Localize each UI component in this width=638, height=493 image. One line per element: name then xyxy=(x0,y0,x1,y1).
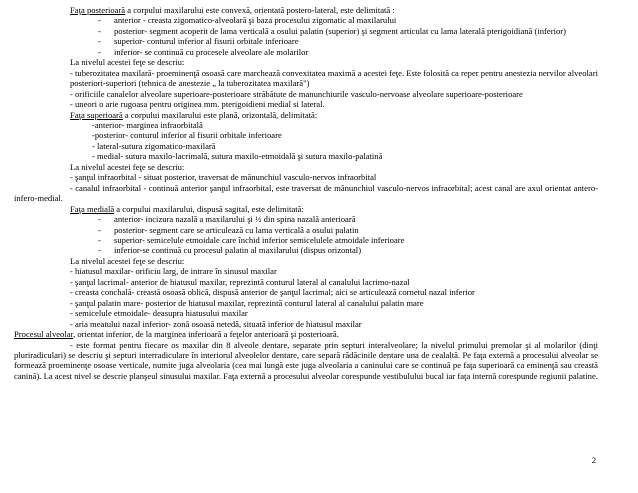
list-item: - inferior-se continuă cu procesul palatin al maxilarului (dispus orizontal) xyxy=(98,245,362,256)
posterior-face-title: Faţa posterioară xyxy=(70,5,126,15)
superior-face-title: Faţa superioară xyxy=(70,109,123,120)
list-item: - superior- semicelule etmoidale care închid inferior semicelulele atmoidale inferioare xyxy=(98,234,405,245)
list-item: - medial- sutura maxilo-lacrimală, sutura maxilo-etmoidală şi sutura maxilo-palatină xyxy=(92,151,383,162)
list-item: -posterior- conturul inferior al fisurii orbitale inferioare xyxy=(92,130,282,141)
alveolar-process-heading: Procesul alveolar, orientat inferior, de la marginea inferioară a feţelor anterioară şi posterioară. xyxy=(14,329,339,340)
list-item: - canalul infraorbital - continuă anterior şanţul infraorbital, este traversat de mănunchiul vasculo-nervos infraorbital; acest canal are axul orientat antero-infero-medial. xyxy=(14,182,598,204)
list-item: - posterior- segment acoperit de lama verticală a osului palatin (superior) şi segment articulat cu lama laterală pterigoidiană (inferior) xyxy=(98,25,567,36)
list-item: - anterior - creasta zigomatico-alveolară şi baza procesului zigomatic al maxilarului xyxy=(98,15,397,26)
section-describe-label: La nivelul acestei feţe se descriu: xyxy=(70,255,185,266)
list-item: - lateral-sutura zigomatico-maxilară xyxy=(92,140,216,151)
list-item: - inferior- se continuă cu procesele alveolare ale molarilor xyxy=(98,46,309,57)
medial-face-heading: Faţa medială a corpului maxilarului, dispusă sagital, este delimitată: xyxy=(70,203,304,214)
medial-face-title: Faţa medială xyxy=(70,203,115,214)
list-item: - anterior- incizura nazală a maxilarului şi ½ din spina nazală anterioară xyxy=(98,214,356,225)
alveolar-paragraph: - este format pentru fiecare os maxilar din 8 alveole dentare, separate prin septuri interalveolare; la nivelul primului premolar şi al molarilor (dinţi pluriradiculari) se descriu şi septuri interradiculare în interiorul alveolelor dentare, care separă rădăcinile dentare una de cealaltă. Pe faţa externă a procesului alveolar se formează proeminenţe osoase verticale, numite juga alveolaria (cea mai lungă este juga alveolaria a caninului care se continuă pe faţa superioară ca eminenţă sau creastă canină). La acest nivel se descrie planşeul sinusului maxilar. Faţa externă a procesului alveolar corespunde vestibulului bucal iar faţa internă corespunde regiunii palatine. xyxy=(14,339,598,381)
posterior-face-heading: Faţa posterioară a corpului maxilarului este convexă, orientată postero-lateral, este delimitată : xyxy=(70,5,395,15)
list-item: - hiatusul maxilar- orificiu larg, de intrare în sinusul maxilar xyxy=(70,266,277,277)
list-item: -anterior- marginea infraorbitală xyxy=(92,119,203,130)
list-item: - orificiile canalelor alveolare superioare-posterioare străbătute de manunchiurile vasculo-nervoase alveolare superioare-posterioare xyxy=(70,88,523,99)
superior-face-heading: Faţa superioară a corpului maxilarului este plană, orizontală, delimitată: xyxy=(70,109,318,120)
section-describe-label: La nivelul acestei feţe se descriu: xyxy=(70,161,185,172)
list-item: - superior- conturul inferior al fisurii orbitale inferioare xyxy=(98,36,299,47)
list-item: - şanţul infraorbital - situat posterior, traversat de mănunchiul vasculo-nervos infraorbital xyxy=(70,172,377,183)
list-item: - şanţul palatin mare- posterior de hiatusul maxilar, reprezintă conturul lateral al canalului palatin mare xyxy=(70,297,424,308)
list-item: - aria meatului nazal inferior- zonă osoasă netedă, situată inferior de hiatusul maxilar xyxy=(70,318,362,329)
section-describe-label: La nivelul acestei feţe se descriu: xyxy=(70,57,185,68)
list-item: - uneori o arie rugoasa pentru originea mm. pterigoidieni medial si lateral. xyxy=(70,99,325,110)
list-item: - semicelule etmoidale- deasupra hiatusului maxilar xyxy=(70,308,248,319)
page-number: 2 xyxy=(591,455,596,465)
list-item: - creasta conchală- creastă osoasă oblică, dispusă anterior de şanţul lacrimal; aici se articulează cornetul nazal inferior xyxy=(70,287,475,298)
list-item: - posterior- segment care se articulează cu lama verticală a osului palatin xyxy=(98,224,359,235)
list-item: - şanţul lacrimal- anterior de hiatusul maxilar, reprezintă conturul lateral al canalului lacrimo-nazal xyxy=(70,276,410,287)
alveolar-process-title: Procesul alveolar xyxy=(14,329,74,340)
list-item: - tuberozitatea maxilară- proeminenţă osoasă care marchează convexitatea maximă a acestei feţe. Este folosită ca reper pentru anestezia nervilor alveolari posteriori-superiori (tehnica de anestezie „ la tuberozitatea maxilară") xyxy=(70,67,598,89)
